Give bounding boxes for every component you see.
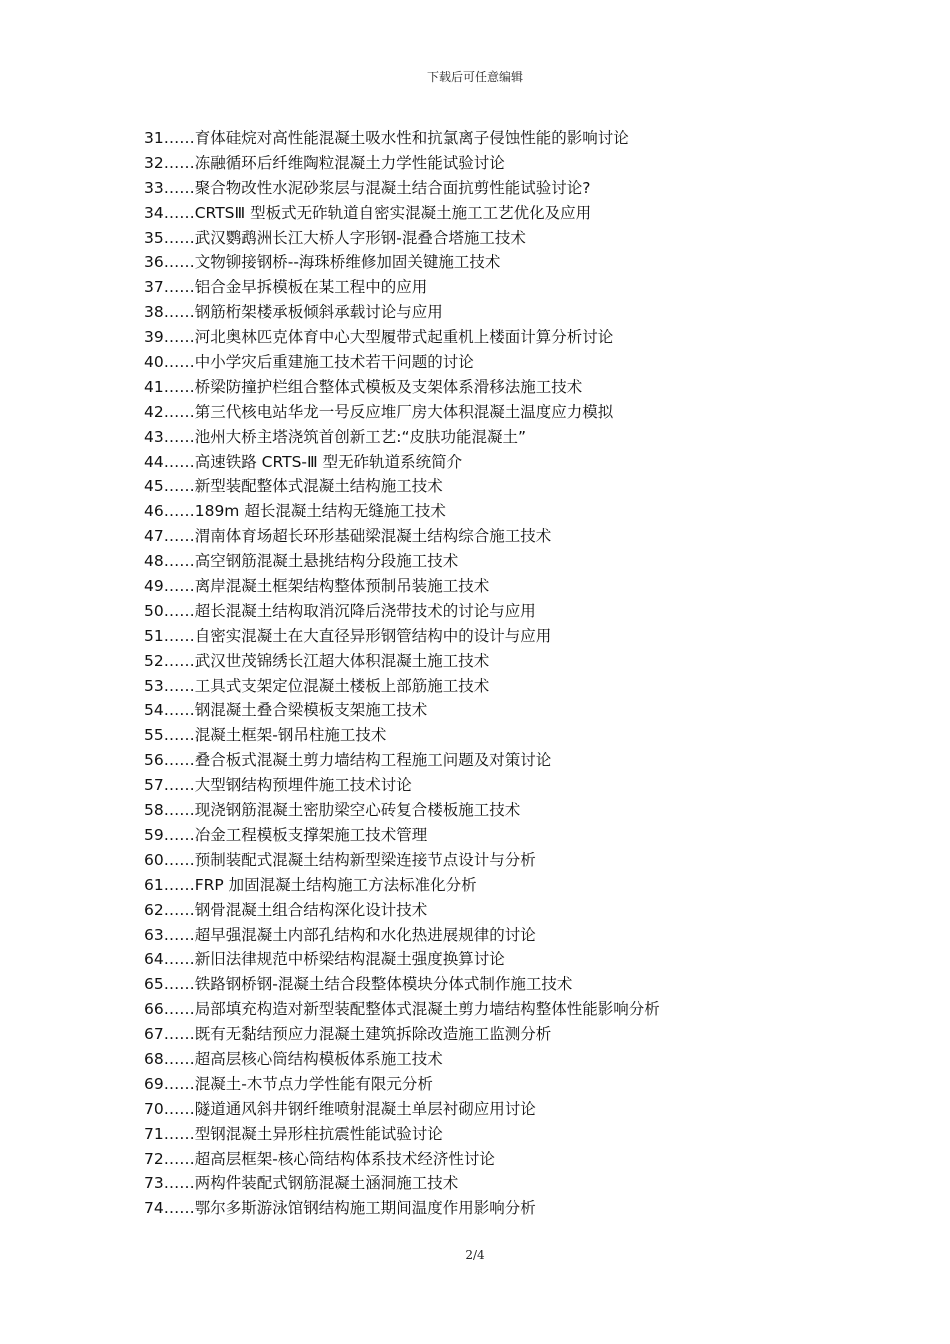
list-item: 42……第三代核电站华龙一号反应堆厂房大体积混凝土温度应力模拟 <box>144 402 614 421</box>
list-item: 53……工具式支架定位混凝土楼板上部筋施工技术 <box>144 676 490 695</box>
list-item: 73……两构件装配式钢筋混凝土涵洞施工技术 <box>144 1174 459 1193</box>
list-item: 31……育体硅烷对高性能混凝土吸水性和抗氯离子侵蚀性能的影响讨论 <box>144 129 629 147</box>
list-item: 71……型钢混凝土异形柱抗震性能试验讨论 <box>144 1124 443 1143</box>
list-item: 36……文物铆接钢桥--海珠桥维修加固关键施工技术 <box>144 253 501 272</box>
list-item: 70……隧道通风斜井钢纤维喷射混凝土单层衬砌应用讨论 <box>144 1099 536 1118</box>
list-item: 52……武汉世茂锦绣长江超大体积混凝土施工技术 <box>144 651 490 670</box>
list-item: 62……钢骨混凝土组合结构深化设计技术 <box>144 900 428 919</box>
list-item: 64……新旧法律规范中桥梁结构混凝土强度换算讨论 <box>144 950 505 969</box>
list-item: 57……大型钢结构预埋件施工技术讨论 <box>144 776 412 795</box>
list-item: 34……CRTSⅢ 型板式无砟轨道自密实混凝土施工工艺优化及应用 <box>144 203 592 222</box>
page-number: 2/4 <box>465 1248 485 1262</box>
list-item: 59……冶金工程模板支撑架施工技术管理 <box>144 825 428 844</box>
list-item: 46……189m 超长混凝土结构无缝施工技术 <box>144 502 446 521</box>
list-item: 50……超长混凝土结构取消沉降后浇带技术的讨论与应用 <box>144 601 536 620</box>
list-item: 48……高空钢筋混凝土悬挑结构分段施工技术 <box>144 552 459 571</box>
list-item: 60……预制装配式混凝土结构新型梁连接节点设计与分析 <box>144 850 536 869</box>
list-item: 44……高速铁路 CRTS-Ⅲ 型无砟轨道系统简介 <box>144 452 463 471</box>
list-item: 33……聚合物改性水泥砂浆层与混凝土结合面抗剪性能试验讨论? <box>144 178 591 197</box>
list-item: 49……离岸混凝土框架结构整体预制吊装施工技术 <box>144 577 490 596</box>
list-item: 45……新型装配整体式混凝土结构施工技术 <box>144 477 443 496</box>
list-item: 74……鄂尔多斯游泳馆钢结构施工期间温度作用影响分析 <box>144 1199 536 1218</box>
list-item: 66……局部填充构造对新型装配整体式混凝土剪力墙结构整体性能影响分析 <box>144 1000 660 1019</box>
list-item: 37……铝合金早拆模板在某工程中的应用 <box>144 278 428 297</box>
entry-list <box>144 126 844 1221</box>
list-item: 41……桥梁防撞护栏组合整体式模板及支架体系滑移法施工技术 <box>144 377 583 396</box>
list-item: 32……冻融循环后纤维陶粒混凝土力学性能试验讨论 <box>144 153 505 172</box>
list-item: 55……混凝土框架-钢吊柱施工技术 <box>144 726 387 745</box>
list-item: 67……既有无黏结预应力混凝土建筑拆除改造施工监测分析 <box>144 1025 552 1044</box>
list-item: 72……超高层框架-核心筒结构体系技术经济性讨论 <box>144 1149 495 1168</box>
list-item: 65……铁路钢桥钢-混凝土结合段整体模块分体式制作施工技术 <box>144 975 573 994</box>
list-item: 51……自密实混凝土在大直径异形钢管结构中的设计与应用 <box>144 626 552 645</box>
list-item: 38……钢筋桁架楼承板倾斜承载讨论与应用 <box>144 303 443 322</box>
list-item: 39……河北奥林匹克体育中心大型履带式起重机上楼面计算分析讨论 <box>144 328 614 347</box>
list-item: 54……钢混凝土叠合梁模板支架施工技术 <box>144 701 428 720</box>
page-header: 下载后可任意编辑 <box>426 70 523 84</box>
list-item: 43……池州大桥主塔浇筑首创新工艺:“皮肤功能混凝土” <box>144 427 527 446</box>
list-item: 40……中小学灾后重建施工技术若干问题的讨论 <box>144 353 474 372</box>
list-item: 47……渭南体育场超长环形基础梁混凝土结构综合施工技术 <box>144 527 552 546</box>
list-item: 69……混凝土-木节点力学性能有限元分析 <box>144 1074 433 1093</box>
list-item: 63……超早强混凝土内部孔结构和水化热进展规律的讨论 <box>144 925 536 944</box>
list-item: 56……叠合板式混凝土剪力墙结构工程施工问题及对策讨论 <box>144 751 552 770</box>
list-item: 58……现浇钢筋混凝土密肋梁空心砖复合楼板施工技术 <box>144 801 521 820</box>
list-item: 61……FRP 加固混凝土结构施工方法标准化分析 <box>144 875 477 894</box>
list-item: 68……超高层核心筒结构模板体系施工技术 <box>144 1049 443 1068</box>
list-item: 35……武汉鹦鹉洲长江大桥人字形钢-混叠合塔施工技术 <box>144 228 526 247</box>
